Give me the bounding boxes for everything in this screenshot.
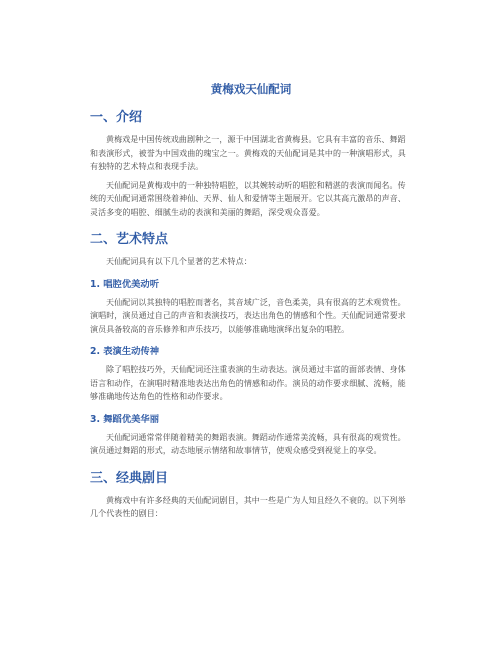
section-classic-repertoire xyxy=(90,470,412,521)
section-art-features xyxy=(90,231,412,458)
section-heading: 二、艺术特点 xyxy=(90,232,169,247)
paragraph: 天仙配词通常常伴随着精美的舞蹈表演。舞蹈动作通常美流畅，具有很高的观赏性。演员通过舞蹈的形式，动态地展示情绪和故事情节，使观众感受到视觉上的享受。 xyxy=(90,432,406,455)
section-introduction xyxy=(90,109,412,219)
paragraph: 黄梅戏中有许多经典的天仙配词剧目，其中一些是广为人知且经久不衰的。以下列举几个代表性的剧目： xyxy=(90,495,406,518)
section-heading: 三、经典剧目 xyxy=(90,470,169,486)
subsection-heading: 1. 唱腔优美动听 xyxy=(90,278,160,290)
paragraph: 黄梅戏是中国传统戏曲剧种之一，源于中国湖北省黄梅县。它具有丰富的音乐、舞蹈和表演形式，被誉为中国戏曲的瑰宝之一。黄梅戏的天仙配词是其中的一种演唱形式，具有独特的艺术特点和表现手法。 xyxy=(90,135,406,171)
paragraph: 天仙配词是黄梅戏中的一种独特唱腔，以其婉转动听的唱腔和精湛的表演而闻名。传统的天仙配词通常围绕着神仙、天界、仙人和爱情等主题展开。它以其高亢激昂的声音、灵活多变的唱腔、细腻生动的表演和美丽的舞蹈，深受观众喜爱。 xyxy=(90,180,406,217)
section-heading: 一、介绍 xyxy=(90,110,143,125)
paragraph: 天仙配词具有以下几个显著的艺术特点： xyxy=(106,257,252,266)
document-title: 黄梅戏天仙配词 xyxy=(210,82,292,96)
document-page xyxy=(90,72,412,526)
paragraph: 除了唱腔技巧外，天仙配词还注重表演的生动表达。演员通过丰富的面部表情、身体语言和动作，在演唱时精准地表达出角色的情感和动作。演员的动作要求细腻、流畅，能够准确地传达角色的性格和动作要求。 xyxy=(90,365,406,401)
subsection-heading: 2. 表演生动传神 xyxy=(90,346,160,357)
paragraph: 天仙配词以其独特的唱腔而著名，其音域广泛，音色柔美，具有很高的艺术观赏性。演唱时，演员通过自己的声音和表演技巧，表达出角色的情感和个性。天仙配词通常要求演员具备较高的音乐修养和声乐技巧，以能够准确地演绎出复杂的唱腔。 xyxy=(90,297,406,334)
subsection-heading: 3. 舞蹈优美华丽 xyxy=(90,413,160,425)
